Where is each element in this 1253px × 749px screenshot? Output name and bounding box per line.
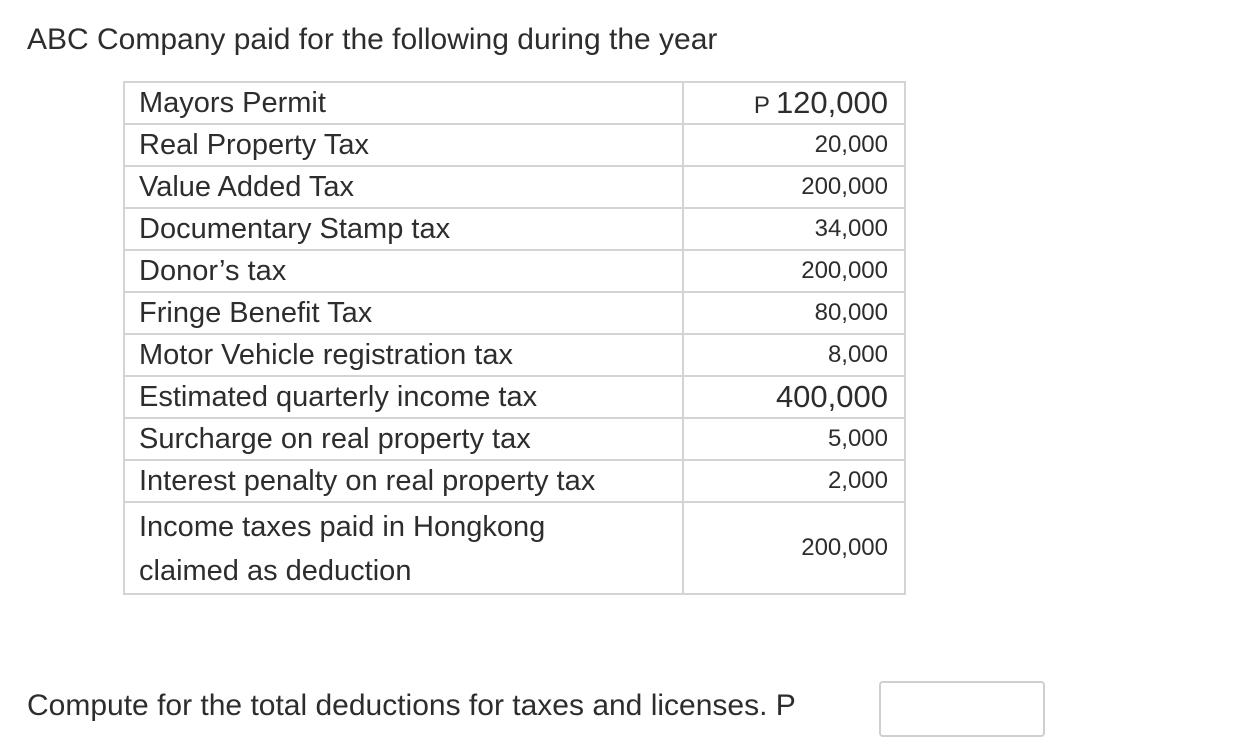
table-row (124, 460, 905, 502)
intro-text: ABC Company paid for the following during the year (27, 23, 718, 56)
item-amount: 5,000 (683, 418, 905, 460)
item-label: Real Property Tax (124, 124, 683, 166)
table-row (124, 502, 905, 594)
item-label: Fringe Benefit Tax (124, 292, 683, 334)
item-label-line-1: Income taxes paid in Hongkong (139, 511, 546, 543)
item-label: Surcharge on real property tax (124, 418, 683, 460)
table-row (124, 250, 905, 292)
question-text: Compute for the total deductions for taxes and licenses. P (27, 689, 796, 722)
item-label: Motor Vehicle registration tax (124, 334, 683, 376)
table-row (124, 292, 905, 334)
item-amount-value: 120,000 (775, 85, 888, 120)
item-amount: 34,000 (683, 208, 905, 250)
item-label (124, 502, 683, 594)
item-label: Mayors Permit (124, 82, 683, 124)
answer-input[interactable] (879, 681, 1045, 737)
table-row (124, 124, 905, 166)
item-amount: 400,000 (683, 376, 905, 418)
item-amount: 200,000 (683, 166, 905, 208)
currency-symbol: P (753, 92, 770, 119)
table-row (124, 166, 905, 208)
table-row (124, 334, 905, 376)
item-amount: 8,000 (683, 334, 905, 376)
item-label-line-2: claimed as deduction (139, 555, 412, 587)
item-amount: 20,000 (683, 124, 905, 166)
item-amount: 80,000 (683, 292, 905, 334)
item-label: Value Added Tax (124, 166, 683, 208)
item-amount: 200,000 (683, 250, 905, 292)
item-label: Donor’s tax (124, 250, 683, 292)
tax-payments-table (123, 81, 906, 595)
item-amount (683, 82, 905, 124)
table-row (124, 376, 905, 418)
item-label: Estimated quarterly income tax (124, 376, 683, 418)
table-row (124, 208, 905, 250)
item-amount: 200,000 (683, 502, 905, 594)
table-row (124, 418, 905, 460)
item-label: Interest penalty on real property tax (124, 460, 683, 502)
table-row (124, 82, 905, 124)
item-label: Documentary Stamp tax (124, 208, 683, 250)
item-amount: 2,000 (683, 460, 905, 502)
